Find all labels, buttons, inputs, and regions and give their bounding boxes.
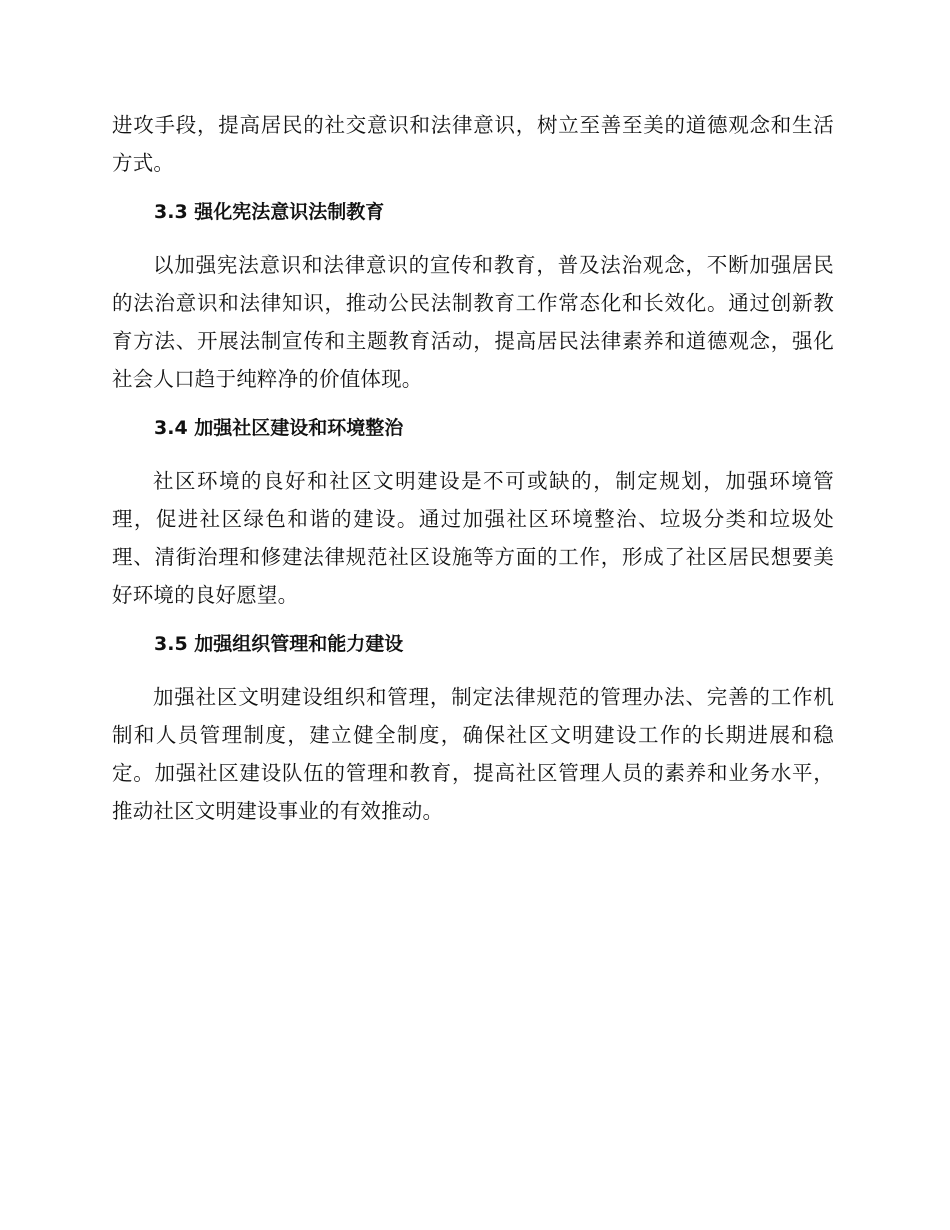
section-heading-3-5: 3.5 加强组织管理和能力建设: [154, 633, 404, 655]
paragraph-3-3: 以加强宪法意识和法律意识的宣传和教育，普及法治观念，不断加强居民的法治意识和法律知识，推动公民法制教育工作常态化和长效化。通过创新教育方法、开展法制宣传和主题教育活动，提高居民法律素养和道德观念，强化社会人口趋于纯粹净的价值体现。: [112, 253, 834, 391]
paragraph-3-4: 社区环境的良好和社区文明建设是不可或缺的，制定规划，加强环境管理，促进社区绿色和谐的建设。通过加强社区环境整治、垃圾分类和垃圾处理、清街治理和修建法律规范社区设施等方面的工作，形成了社区居民想要美好环境的良好愿望。: [112, 469, 834, 607]
document-page: [112, 106, 834, 830]
paragraph-continuation: 进攻手段，提高居民的社交意识和法律意识，树立至善至美的道德观念和生活方式。: [112, 113, 834, 175]
section-heading-3-4: 3.4 加强社区建设和环境整治: [154, 417, 404, 439]
paragraph-3-5: 加强社区文明建设组织和管理，制定法律规范的管理办法、完善的工作机制和人员管理制度，建立健全制度，确保社区文明建设工作的长期进展和稳定。加强社区建设队伍的管理和教育，提高社区管理人员的素养和业务水平，推动社区文明建设事业的有效推动。: [112, 685, 834, 823]
section-heading-3-3: 3.3 强化宪法意识法制教育: [154, 201, 385, 223]
